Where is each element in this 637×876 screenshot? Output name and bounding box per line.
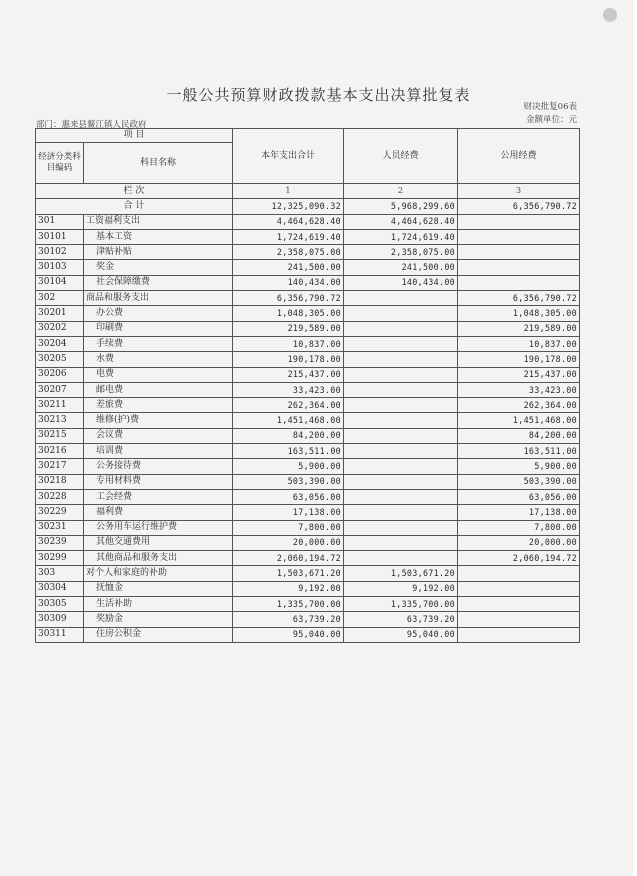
row-public: 163,511.00	[458, 444, 580, 459]
row-name: 福利费	[84, 505, 233, 520]
row-total: 140,434.00	[233, 275, 344, 290]
row-total: 95,040.00	[233, 627, 344, 642]
row-personnel	[344, 474, 458, 489]
row-personnel: 140,434.00	[344, 275, 458, 290]
table-row	[36, 321, 580, 336]
table-row	[36, 627, 580, 642]
row-name: 其他交通费用	[84, 535, 233, 550]
row-total: 33,423.00	[233, 382, 344, 397]
row-total: 1,335,700.00	[233, 597, 344, 612]
row-name: 邮电费	[84, 382, 233, 397]
row-name: 差旅费	[84, 398, 233, 413]
row-total: 219,589.00	[233, 321, 344, 336]
row-name: 抚恤金	[84, 581, 233, 596]
row-name: 住房公积金	[84, 627, 233, 642]
row-name: 公务用车运行维护费	[84, 520, 233, 535]
row-personnel	[344, 489, 458, 504]
department-label: 部门：惠来县鳌江镇人民政府	[36, 120, 147, 130]
row-public: 10,837.00	[458, 336, 580, 351]
row-total: 503,390.00	[233, 474, 344, 489]
row-code: 30213	[36, 413, 84, 428]
row-name: 社会保障缴费	[84, 275, 233, 290]
table-row	[36, 229, 580, 244]
row-public	[458, 275, 580, 290]
row-code: 30205	[36, 352, 84, 367]
row-total: 63,739.20	[233, 612, 344, 627]
table-row	[36, 398, 580, 413]
row-code: 30101	[36, 229, 84, 244]
table-row	[36, 535, 580, 550]
table-row	[36, 245, 580, 260]
table-row	[36, 306, 580, 321]
row-code: 30104	[36, 275, 84, 290]
column-order-label: 栏 次	[36, 184, 233, 199]
row-personnel	[344, 291, 458, 306]
row-total: 1,048,305.00	[233, 306, 344, 321]
row-public	[458, 229, 580, 244]
row-code: 30201	[36, 306, 84, 321]
row-personnel	[344, 551, 458, 566]
row-code: 30231	[36, 520, 84, 535]
page-mark	[603, 8, 617, 22]
page-edge	[633, 0, 637, 876]
row-name: 其他商品和服务支出	[84, 551, 233, 566]
row-total: 190,178.00	[233, 352, 344, 367]
row-public	[458, 245, 580, 260]
row-total: 262,364.00	[233, 398, 344, 413]
header-econ-code: 经济分类科目编码	[36, 143, 84, 184]
table-row	[36, 597, 580, 612]
row-code: 30202	[36, 321, 84, 336]
row-total: 2,358,075.00	[233, 245, 344, 260]
row-total: 20,000.00	[233, 535, 344, 550]
row-personnel: 95,040.00	[344, 627, 458, 642]
row-code: 301	[36, 214, 84, 229]
row-total: 2,060,194.72	[233, 551, 344, 566]
row-personnel: 63,739.20	[344, 612, 458, 627]
table-row	[36, 367, 580, 382]
row-public	[458, 581, 580, 596]
row-code: 30218	[36, 474, 84, 489]
row-code: 30217	[36, 459, 84, 474]
row-code: 30103	[36, 260, 84, 275]
table-row	[36, 336, 580, 351]
row-public: 5,900.00	[458, 459, 580, 474]
col-number-1: 1	[233, 184, 344, 199]
row-name: 维修(护)费	[84, 413, 233, 428]
row-personnel	[344, 535, 458, 550]
form-number: 财决批复06表	[523, 102, 577, 112]
row-public: 1,048,305.00	[458, 306, 580, 321]
row-name: 手续费	[84, 336, 233, 351]
row-name: 专用材料费	[84, 474, 233, 489]
table-row	[36, 444, 580, 459]
row-personnel	[344, 413, 458, 428]
row-code: 30305	[36, 597, 84, 612]
row-personnel: 2,358,075.00	[344, 245, 458, 260]
table-row	[36, 275, 580, 290]
sum-label: 合 计	[36, 199, 233, 214]
row-total: 7,800.00	[233, 520, 344, 535]
row-public: 503,390.00	[458, 474, 580, 489]
header-total: 本年支出合计	[233, 129, 344, 184]
row-personnel	[344, 321, 458, 336]
table-row	[36, 382, 580, 397]
row-code: 30239	[36, 535, 84, 550]
row-personnel: 1,724,619.40	[344, 229, 458, 244]
row-personnel	[344, 352, 458, 367]
row-code: 30309	[36, 612, 84, 627]
row-code: 30102	[36, 245, 84, 260]
row-code: 303	[36, 566, 84, 581]
row-code: 30215	[36, 428, 84, 443]
row-code: 30206	[36, 367, 84, 382]
row-total: 163,511.00	[233, 444, 344, 459]
row-personnel	[344, 306, 458, 321]
table-row	[36, 291, 580, 306]
row-name: 奖金	[84, 260, 233, 275]
table-row	[36, 566, 580, 581]
table-row	[36, 260, 580, 275]
row-name: 水费	[84, 352, 233, 367]
row-name: 基本工资	[84, 229, 233, 244]
row-public	[458, 627, 580, 642]
budget-table	[35, 128, 580, 643]
table-row	[36, 474, 580, 489]
row-personnel	[344, 459, 458, 474]
row-name: 公务接待费	[84, 459, 233, 474]
row-name: 工资福利支出	[84, 214, 233, 229]
row-code: 30207	[36, 382, 84, 397]
row-code: 30211	[36, 398, 84, 413]
table-row	[36, 352, 580, 367]
row-total: 17,138.00	[233, 505, 344, 520]
table-row	[36, 505, 580, 520]
row-personnel: 1,503,671.20	[344, 566, 458, 581]
row-public: 33,423.00	[458, 382, 580, 397]
row-total: 4,464,628.40	[233, 214, 344, 229]
row-code: 30228	[36, 489, 84, 504]
table-row	[36, 581, 580, 596]
row-public: 215,437.00	[458, 367, 580, 382]
row-total: 6,356,790.72	[233, 291, 344, 306]
row-name: 电费	[84, 367, 233, 382]
row-personnel	[344, 505, 458, 520]
header-item: 项 目	[36, 129, 233, 143]
row-name: 办公费	[84, 306, 233, 321]
row-public: 84,200.00	[458, 428, 580, 443]
table-row	[36, 520, 580, 535]
row-personnel: 241,500.00	[344, 260, 458, 275]
row-personnel	[344, 444, 458, 459]
row-code: 30204	[36, 336, 84, 351]
row-public: 219,589.00	[458, 321, 580, 336]
header-subject-name: 科目名称	[84, 143, 233, 184]
row-total: 84,200.00	[233, 428, 344, 443]
row-code: 302	[36, 291, 84, 306]
row-public	[458, 260, 580, 275]
row-total: 1,503,671.20	[233, 566, 344, 581]
row-personnel	[344, 367, 458, 382]
row-code: 30311	[36, 627, 84, 642]
row-public	[458, 214, 580, 229]
row-name: 商品和服务支出	[84, 291, 233, 306]
row-total: 1,724,619.40	[233, 229, 344, 244]
row-total: 1,451,468.00	[233, 413, 344, 428]
table-row	[36, 428, 580, 443]
row-personnel	[344, 428, 458, 443]
table-row	[36, 489, 580, 504]
header-public: 公用经费	[458, 129, 580, 184]
row-public: 20,000.00	[458, 535, 580, 550]
row-public: 7,800.00	[458, 520, 580, 535]
row-name: 生活补助	[84, 597, 233, 612]
row-public: 262,364.00	[458, 398, 580, 413]
row-personnel	[344, 520, 458, 535]
row-code: 30304	[36, 581, 84, 596]
row-name: 培训费	[84, 444, 233, 459]
row-code: 30216	[36, 444, 84, 459]
row-public: 63,056.00	[458, 489, 580, 504]
sum-personnel: 5,968,299.60	[344, 199, 458, 214]
table-row	[36, 413, 580, 428]
row-code: 30229	[36, 505, 84, 520]
row-public: 2,060,194.72	[458, 551, 580, 566]
row-name: 津贴补贴	[84, 245, 233, 260]
row-name: 对个人和家庭的补助	[84, 566, 233, 581]
col-number-3: 3	[458, 184, 580, 199]
row-public: 17,138.00	[458, 505, 580, 520]
row-personnel	[344, 382, 458, 397]
row-personnel: 1,335,700.00	[344, 597, 458, 612]
row-public: 1,451,468.00	[458, 413, 580, 428]
table-row	[36, 612, 580, 627]
row-public	[458, 566, 580, 581]
row-name: 会议费	[84, 428, 233, 443]
row-public: 190,178.00	[458, 352, 580, 367]
row-name: 奖励金	[84, 612, 233, 627]
row-public	[458, 612, 580, 627]
row-name: 工会经费	[84, 489, 233, 504]
page-title: 一般公共预算财政拨款基本支出决算批复表	[166, 86, 471, 104]
row-code: 30299	[36, 551, 84, 566]
table-row	[36, 551, 580, 566]
row-total: 5,900.00	[233, 459, 344, 474]
row-personnel: 9,192.00	[344, 581, 458, 596]
row-total: 63,056.00	[233, 489, 344, 504]
row-total: 9,192.00	[233, 581, 344, 596]
row-personnel	[344, 398, 458, 413]
amount-unit: 金额单位：元	[525, 115, 577, 125]
row-personnel: 4,464,628.40	[344, 214, 458, 229]
sum-public: 6,356,790.72	[458, 199, 580, 214]
row-total: 241,500.00	[233, 260, 344, 275]
sum-total: 12,325,090.32	[233, 199, 344, 214]
row-personnel	[344, 336, 458, 351]
col-number-2: 2	[344, 184, 458, 199]
header-personnel: 人员经费	[344, 129, 458, 184]
table-row	[36, 459, 580, 474]
row-total: 10,837.00	[233, 336, 344, 351]
row-total: 215,437.00	[233, 367, 344, 382]
row-name: 印刷费	[84, 321, 233, 336]
table-row	[36, 214, 580, 229]
row-public	[458, 597, 580, 612]
row-public: 6,356,790.72	[458, 291, 580, 306]
